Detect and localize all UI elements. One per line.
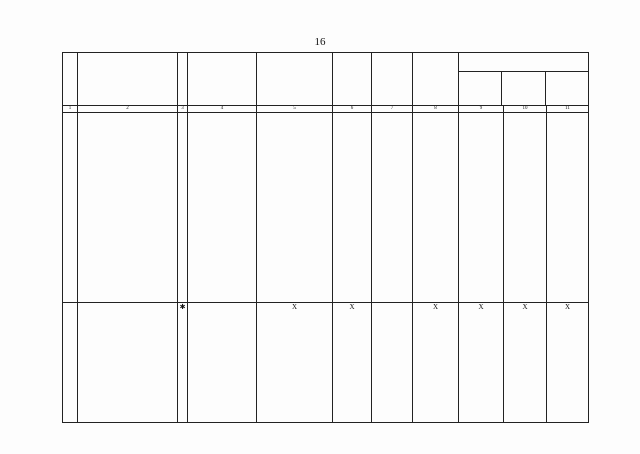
header-name — [78, 53, 178, 106]
column-number-row — [63, 106, 589, 113]
row-number — [63, 303, 78, 423]
column-number: 8 — [413, 106, 459, 113]
header-first-year — [502, 72, 545, 105]
header-resource-volume — [459, 53, 589, 106]
header-second-year — [546, 72, 588, 105]
header-current-year — [459, 72, 502, 105]
header-row — [63, 53, 589, 106]
expected-result: X — [257, 303, 333, 423]
table-row — [63, 303, 589, 423]
header-budget-code — [413, 53, 459, 106]
table-row-continuation — [63, 113, 589, 303]
column-number: 9 — [459, 106, 504, 113]
header-number — [63, 53, 78, 106]
column-number: 3 — [178, 106, 188, 113]
column-number: 7 — [372, 106, 413, 113]
column-number: 6 — [333, 106, 372, 113]
header-expected-result — [257, 53, 333, 106]
column-number: 1 — [63, 106, 78, 113]
status-mark: ✱ — [178, 303, 188, 423]
header-start — [333, 53, 372, 106]
header-executor — [188, 53, 257, 106]
program-table — [62, 52, 589, 423]
header-end — [372, 53, 413, 106]
column-number: 2 — [78, 106, 178, 113]
resource-volume-years — [459, 72, 588, 105]
volume-current-year: X — [459, 303, 504, 423]
page-number: 16 — [314, 36, 326, 48]
volume-second-year: X — [547, 303, 589, 423]
volume-first-year: X — [504, 303, 547, 423]
start-date: X — [333, 303, 372, 423]
column-number: 5 — [257, 106, 333, 113]
column-number: 11 — [547, 106, 589, 113]
budget-code: X — [413, 303, 459, 423]
column-number: 10 — [504, 106, 547, 113]
header-status — [178, 53, 188, 106]
continuation-description — [78, 113, 178, 303]
column-number: 4 — [188, 106, 257, 113]
end-dates — [372, 303, 413, 423]
row-description — [78, 303, 178, 423]
resource-volume-title — [459, 58, 588, 72]
executor — [188, 303, 257, 423]
